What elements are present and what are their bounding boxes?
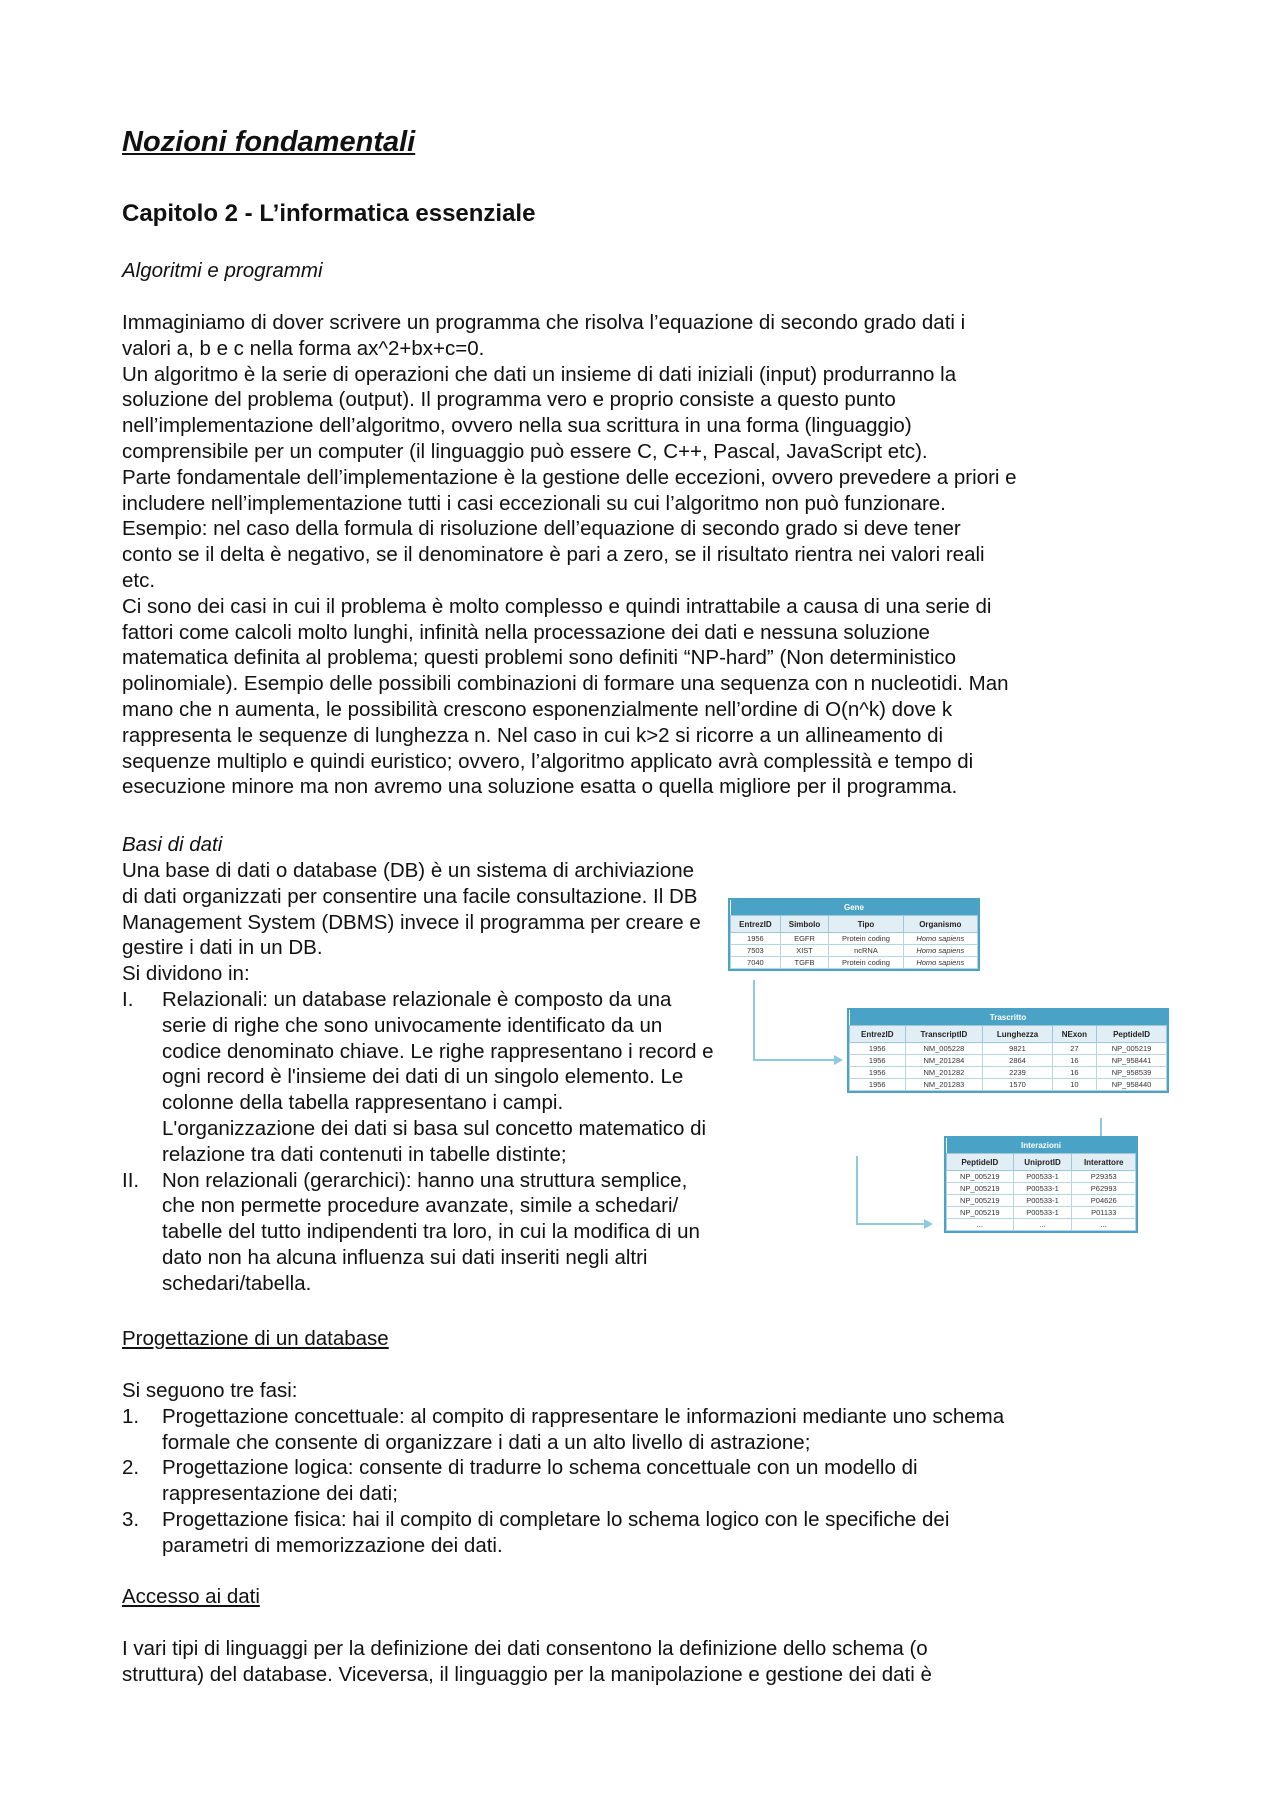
column-header: EntrezID [731, 916, 781, 933]
table-cell: Homo sapiens [903, 933, 977, 945]
column-header: UniprotID [1013, 1154, 1072, 1171]
interazioni-table [944, 1136, 1138, 1233]
table-cell: ... [1013, 1219, 1072, 1231]
text-line: valori a, b e c nella forma ax^2+bx+c=0. [122, 336, 485, 360]
text-line: sequenze multiplo e quindi euristico; ovvero, l’algoritmo applicato avrà complessità e tempo di [122, 749, 974, 773]
arrow-gene-to-trascritto [754, 980, 834, 1060]
table-caption: Trascritto [850, 1010, 1167, 1026]
table-cell: 16 [1052, 1055, 1096, 1067]
text-line: che non permette procedure avanzate, simile a schedari/ [162, 1194, 679, 1218]
arrow-trascritto-to-interazioni [857, 1156, 924, 1224]
column-header: NExon [1052, 1026, 1096, 1043]
list-marker: II. [122, 1168, 140, 1192]
text-line: comprensibile per un computer (il linguaggio può essere C, C++, Pascal, JavaScript etc). [122, 439, 928, 463]
text-line: Relazionali: un database relazionale è composto da una [162, 987, 672, 1011]
list-item [122, 987, 822, 1168]
section-heading-accesso-dati: Accesso ai dati [122, 1585, 260, 1608]
column-header: Lunghezza [983, 1026, 1052, 1043]
table-cell: 16 [1052, 1067, 1096, 1079]
text-line: includere nell’implementazione tutti i casi eccezionali su cui l’algoritmo non può funzionare. [122, 491, 946, 515]
table-cell: Protein coding [829, 933, 903, 945]
section-heading-algoritmi: Algoritmi e programmi [122, 259, 323, 282]
table-cell: P00533-1 [1013, 1183, 1072, 1195]
design-phases-list [122, 1404, 1182, 1559]
text-line: rappresenta le sequenze di lunghezza n. Nel caso in cui k>2 si ricorre a un allineamento di [122, 723, 944, 747]
table-cell: 9821 [983, 1043, 1052, 1055]
list-marker: 2. [122, 1456, 140, 1480]
table-row [850, 1043, 1167, 1055]
text-line: Si dividono in: [122, 962, 250, 986]
table-cell: 27 [1052, 1043, 1096, 1055]
table-cell: EGFR [780, 933, 829, 945]
list-marker: 3. [122, 1507, 140, 1531]
table-caption: Interazioni [947, 1138, 1136, 1154]
table-cell: NM_005228 [905, 1043, 983, 1055]
text-line: Una base di dati o database (DB) è un sistema di archiviazione [122, 859, 695, 882]
text-line: nell’implementazione dell’algoritmo, ovvero nella sua scrittura in una forma (linguaggio) [122, 414, 912, 438]
table-cell: Homo sapiens [903, 957, 977, 969]
table-cell: Protein coding [829, 957, 903, 969]
list-item [122, 1168, 822, 1297]
table-cell: ncRNA [829, 945, 903, 957]
text-line: struttura) del database. Viceversa, il linguaggio per la manipolazione e gestione dei dati è [122, 1662, 932, 1686]
text-line: Si seguono tre fasi: [122, 1379, 298, 1402]
table-cell: P04626 [1072, 1195, 1136, 1207]
table-cell: P29353 [1072, 1171, 1136, 1183]
text-line: dato non ha alcuna influenza sui dati inseriti negli altri [162, 1245, 648, 1269]
column-header: Interattore [1072, 1154, 1136, 1171]
text-line: Management System (DBMS) invece il programma per creare e [122, 910, 701, 934]
text-line: di dati organizzati per consentire una facile consultazione. Il DB [122, 884, 698, 908]
table-cell: P00533-1 [1013, 1207, 1072, 1219]
text-line: L'organizzazione dei dati si basa sul concetto matematico di [162, 1116, 707, 1140]
table-cell: Homo sapiens [903, 945, 977, 957]
table-cell: ... [1072, 1219, 1136, 1231]
table-row [947, 1219, 1136, 1231]
document-title: Nozioni fondamentali [122, 126, 416, 158]
chapter-title: Capitolo 2 - L’informatica essenziale [122, 200, 536, 227]
table-cell: P62993 [1072, 1183, 1136, 1195]
table-cell: 1570 [983, 1079, 1052, 1091]
gene-table [728, 898, 980, 971]
column-header: PeptideID [1097, 1026, 1167, 1043]
table-row [947, 1171, 1136, 1183]
text-line: soluzione del problema (output). Il programma vero e proprio consiste a questo punto [122, 388, 896, 412]
text-line: formale che consente di organizzare i dati a un alto livello di astrazione; [162, 1430, 811, 1454]
table-cell: 1956 [850, 1079, 906, 1091]
table-cell: 2239 [983, 1067, 1052, 1079]
table-cell: XIST [780, 945, 829, 957]
text-line: relazione tra dati contenuti in tabelle distinte; [162, 1142, 567, 1166]
text-line: Non relazionali (gerarchici): hanno una struttura semplice, [162, 1168, 688, 1192]
table-row [947, 1207, 1136, 1219]
text-line: mano che n aumenta, le possibilità crescono esponenzialmente nell’ordine di O(n^k) dove k [122, 697, 953, 721]
table-cell: NP_005219 [947, 1183, 1014, 1195]
table-cell: 1956 [850, 1043, 906, 1055]
table-cell: NM_201284 [905, 1055, 983, 1067]
text-line: serie di righe che sono univocamente identificato da un [162, 1013, 663, 1037]
table-cell: NP_005219 [947, 1195, 1014, 1207]
text-line: rappresentazione dei dati; [162, 1482, 398, 1506]
table-row [731, 945, 978, 957]
text-line: conto se il delta è negativo, se il denominatore è pari a zero, se il risultato rientra nei valori reali [122, 543, 985, 567]
text-line: schedari/tabella. [162, 1271, 312, 1295]
table-row [850, 1055, 1167, 1067]
text-line: Esempio: nel caso della formula di risoluzione dell’equazione di secondo grado si deve tener [122, 517, 961, 541]
table-cell: 1956 [850, 1067, 906, 1079]
table-cell: NP_958440 [1097, 1079, 1167, 1091]
list-marker: I. [122, 987, 134, 1011]
column-header: Tipo [829, 916, 903, 933]
text-line: esecuzione minore ma non avremo una soluzione esatta o quella migliore per il programma. [122, 775, 958, 799]
column-header: TranscriptID [905, 1026, 983, 1043]
table-cell: NP_005219 [947, 1207, 1014, 1219]
text-line: ogni record è l'insieme dei dati di un singolo elemento. Le [162, 1065, 684, 1089]
list-item [122, 1455, 1182, 1507]
text-line: colonne della tabella rappresentano i campi. [162, 1091, 564, 1115]
list-item [122, 1507, 1182, 1559]
text-line: fattori come calcoli molto lunghi, infinità nella processazione dei dati e nessuna soluzione [122, 620, 930, 644]
table-row [850, 1079, 1167, 1091]
table-row [731, 957, 978, 969]
text-line: tabelle del tutto indipendenti tra loro, in cui la modifica di un [162, 1220, 700, 1244]
text-line: codice denominato chiave. Le righe rappresentano i record e [162, 1039, 714, 1063]
text-line: I vari tipi di linguaggi per la definizione dei dati consentono la definizione dello schema (o [122, 1637, 928, 1660]
table-cell: NP_005219 [1097, 1043, 1167, 1055]
table-cell: 7040 [731, 957, 781, 969]
text-line: Immaginiamo di dover scrivere un programma che risolva l’equazione di secondo grado dati i [122, 311, 966, 334]
table-cell: NP_005219 [947, 1171, 1014, 1183]
column-header: Organismo [903, 916, 977, 933]
column-header: EntrezID [850, 1026, 906, 1043]
section-body-basi-di-dati [122, 858, 822, 1297]
table-row [731, 933, 978, 945]
section-body-accesso-dati [122, 1636, 1182, 1688]
table-row [947, 1183, 1136, 1195]
table-cell: P01133 [1072, 1207, 1136, 1219]
text-line: Parte fondamentale dell’implementazione è la gestione delle eccezioni, ovvero prevedere a priori e [122, 465, 1017, 489]
text-line: polinomiale). Esempio delle possibili combinazioni di formare una sequenza con n nucleotidi. Man [122, 672, 1009, 696]
text-line: Un algoritmo è la serie di operazioni che dati un insieme di dati iniziali (input) produrranno la [122, 362, 957, 386]
trascritto-table [847, 1008, 1169, 1093]
database-types-list [122, 987, 822, 1297]
table-cell: NP_958539 [1097, 1067, 1167, 1079]
table-cell: P00533-1 [1013, 1171, 1072, 1183]
text-line: matematica definita al problema; questi problemi sono definiti “NP-hard” (Non deterministico [122, 646, 957, 670]
text-line: etc. [122, 568, 156, 592]
text-line: Progettazione concettuale: al compito di rappresentare le informazioni mediante uno schema [162, 1404, 1005, 1428]
column-header: PeptideID [947, 1154, 1014, 1171]
relational-tables-figure [722, 898, 1202, 1250]
text-line: gestire i dati in un DB. [122, 936, 323, 960]
table-caption: Gene [731, 900, 978, 916]
table-cell: 1956 [850, 1055, 906, 1067]
table-cell: NP_958441 [1097, 1055, 1167, 1067]
section-body-progettazione [122, 1378, 1182, 1559]
table-cell: NM_201283 [905, 1079, 983, 1091]
text-line: parametri di memorizzazione dei dati. [162, 1533, 503, 1557]
section-heading-basi-di-dati: Basi di dati [122, 833, 223, 856]
text-line: Ci sono dei casi in cui il problema è molto complesso e quindi intrattabile a causa di una serie di [122, 594, 992, 618]
table-cell: ... [947, 1219, 1014, 1231]
table-cell: TGFB [780, 957, 829, 969]
table-cell: NM_201282 [905, 1067, 983, 1079]
table-cell: 7503 [731, 945, 781, 957]
section-heading-progettazione: Progettazione di un database [122, 1327, 389, 1350]
table-cell: P00533-1 [1013, 1195, 1072, 1207]
text-line: Progettazione fisica: hai il compito di completare lo schema logico con le specifiche dei [162, 1507, 950, 1531]
section-body-algoritmi [122, 310, 1017, 800]
table-cell: 10 [1052, 1079, 1096, 1091]
column-header: Simbolo [780, 916, 829, 933]
table-cell: 1956 [731, 933, 781, 945]
table-row [850, 1067, 1167, 1079]
text-line: Progettazione logica: consente di tradurre lo schema concettuale con un modello di [162, 1456, 918, 1480]
list-item [122, 1404, 1182, 1456]
list-marker: 1. [122, 1404, 140, 1428]
table-cell: 2864 [983, 1055, 1052, 1067]
table-row [947, 1195, 1136, 1207]
